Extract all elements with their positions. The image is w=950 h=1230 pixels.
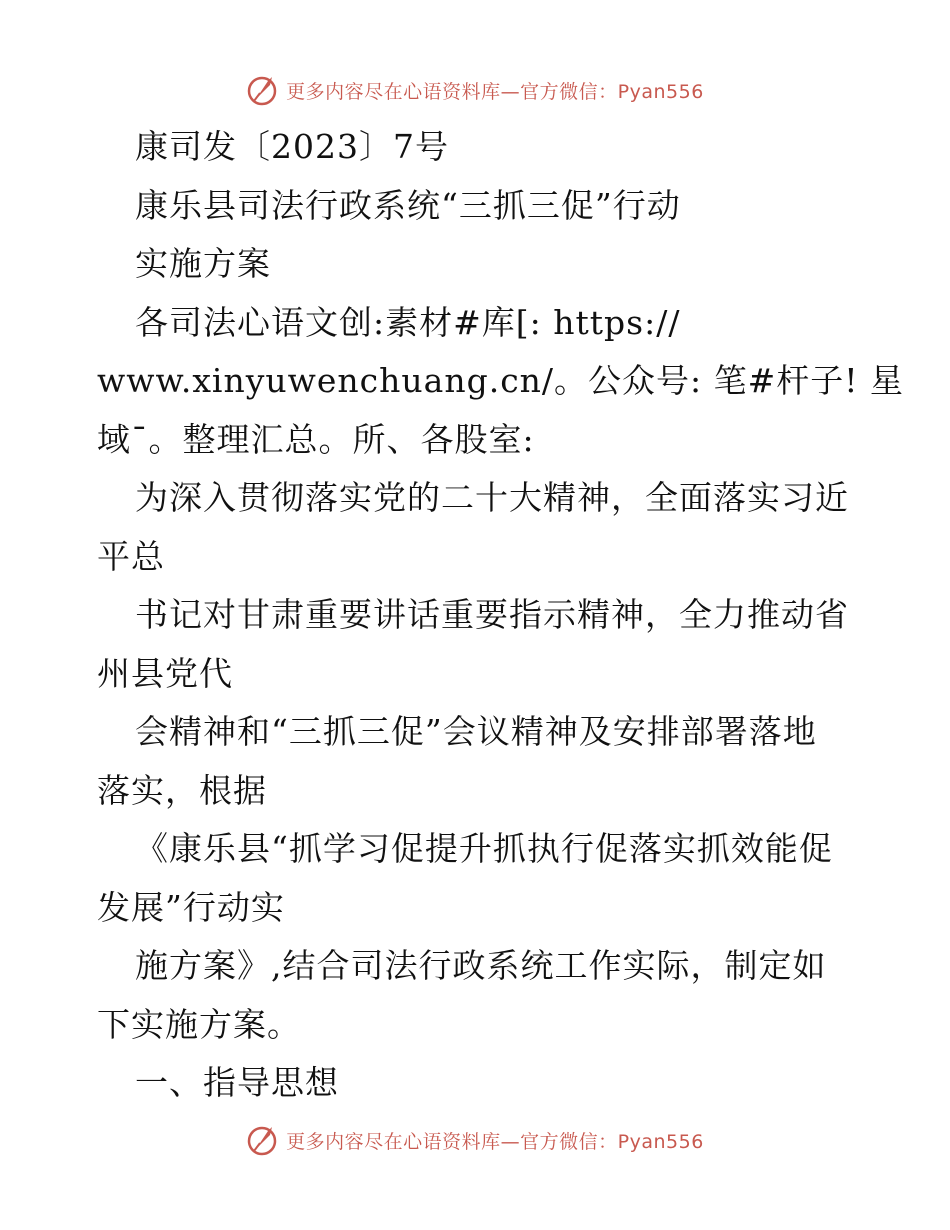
document-title: 康乐县司法行政系统“三抓三促”行动 (135, 185, 681, 225)
document-number: 康司发〔2023〕7号 (135, 127, 449, 166)
paragraph-line: 施方案》,结合司法行政系统工作实际，制定如 (135, 946, 827, 985)
paragraph-line: 书记对甘肃重要讲话重要指示精神，全力推动省 (135, 595, 849, 634)
document-body (97, 118, 905, 1113)
paragraph-line: 各司法心语文创:素材#库[: https:// (135, 302, 681, 342)
feather-pen-logo-icon (246, 73, 280, 107)
feather-pen-logo-icon (246, 1123, 280, 1157)
paragraph-line: www.xinyuwenchuang.cn/。公众号: 笔#杆子! 星 (97, 361, 905, 400)
paragraph-line: 域¯。整理汇总。所、各股室: (97, 419, 535, 459)
paragraph-line: 为深入贯彻落实党的二十大精神，全面落实习近 (135, 478, 849, 517)
watermark-header (0, 70, 950, 110)
watermark-text: 更多内容尽在心语资料库—官方微信：Pyan556 (286, 1130, 704, 1153)
paragraph-line: 下实施方案。 (97, 1004, 301, 1044)
document-title-continued: 实施方案 (135, 244, 271, 283)
watermark-footer (0, 1120, 950, 1160)
paragraph-line: 州县党代 (97, 653, 233, 693)
paragraph-line: 平总 (97, 536, 165, 576)
paragraph-line: 《康乐县“抓学习促提升抓执行促落实抓效能促 (135, 829, 833, 868)
paragraph-line: 发展”行动实 (97, 887, 285, 927)
paragraph-line: 会精神和“三抓三促”会议精神及安排部署落地 (135, 712, 817, 751)
section-heading: 一、指导思想 (135, 1063, 339, 1102)
paragraph-line: 落实，根据 (97, 770, 267, 810)
watermark-text: 更多内容尽在心语资料库—官方微信：Pyan556 (286, 80, 704, 103)
